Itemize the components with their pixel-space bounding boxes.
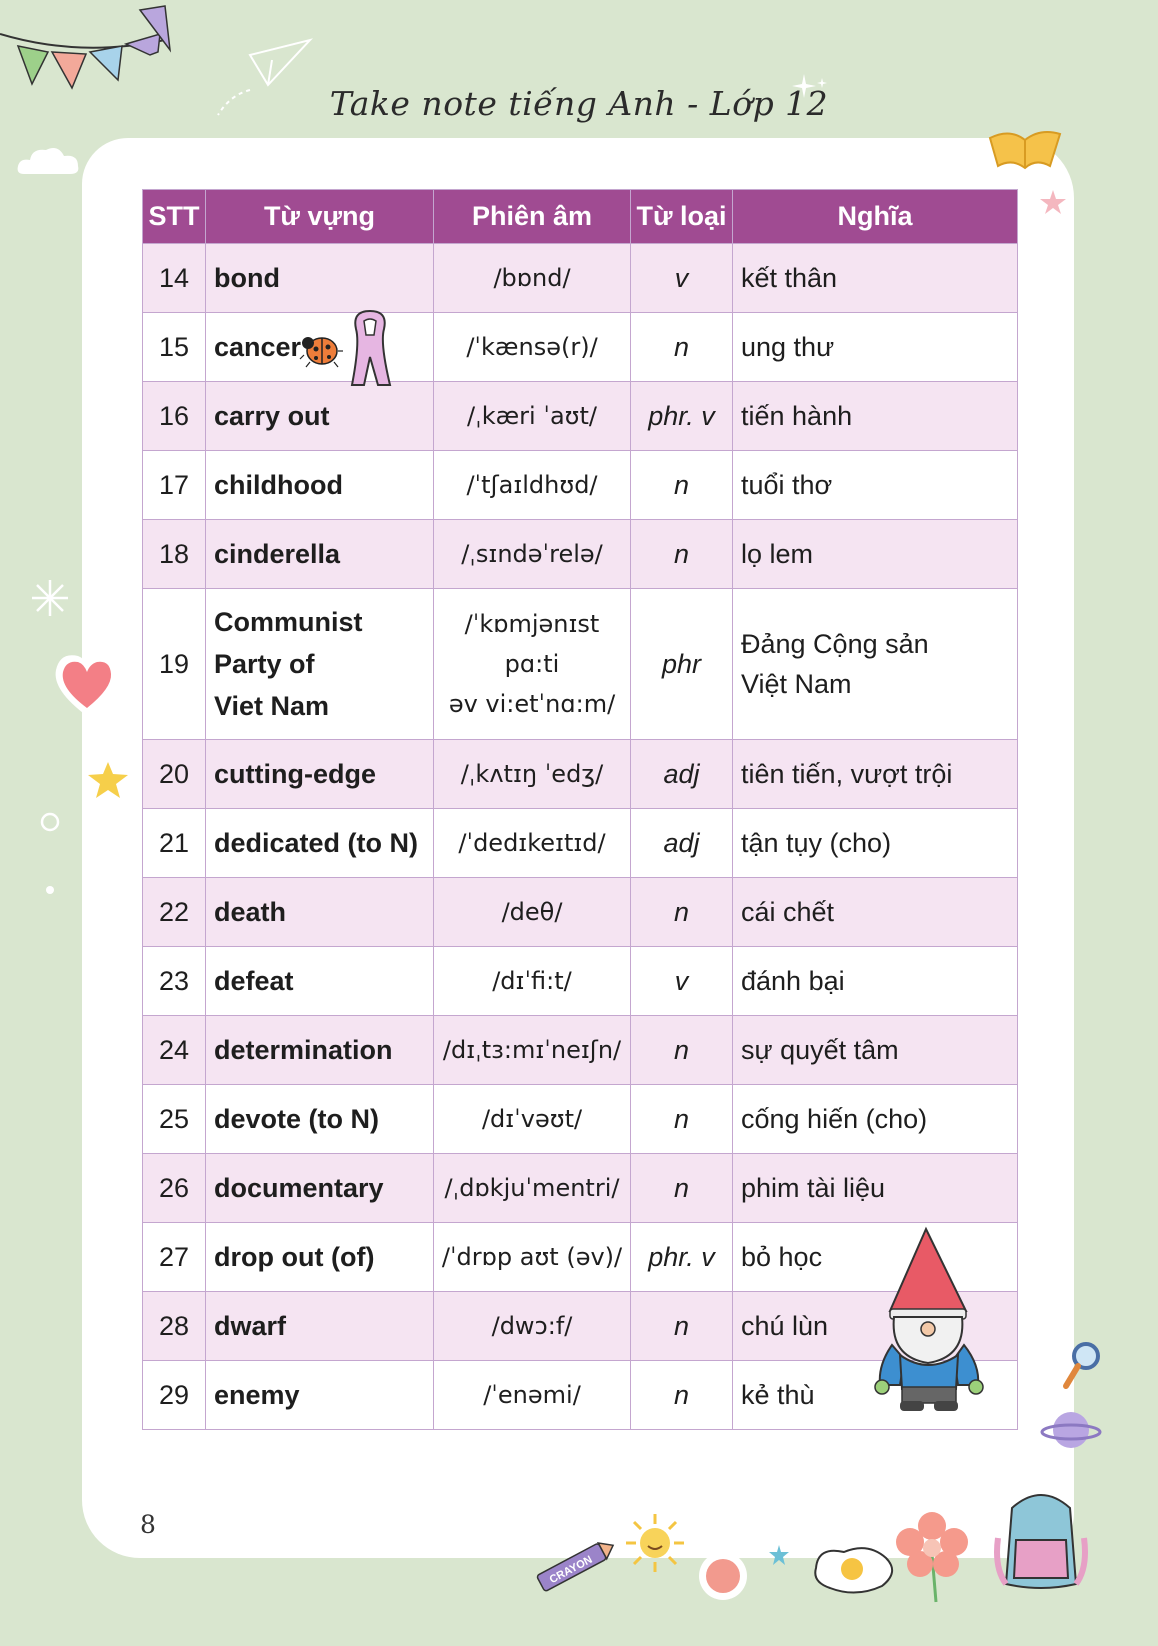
vocab-word: cancer [214,332,302,362]
vocab-word: childhood [206,451,434,520]
phonetic: /ˈdrɒp aʊt (əv)/ [434,1223,631,1292]
vocab-word-line: Party of [214,649,315,679]
phonetic: /ˈtʃaɪldhʊd/ [434,451,631,520]
row-number: 17 [143,451,206,520]
row-number: 22 [143,878,206,947]
meaning: đánh bại [733,947,1018,1016]
phonetic: /bɒnd/ [434,244,631,313]
sparkle-icon [30,578,70,618]
word-type: n [631,1154,733,1223]
meaning: phim tài liệu [733,1154,1018,1223]
table-header-row [143,190,1018,244]
vocab-word-line: Communist [214,607,363,637]
row-number: 26 [143,1154,206,1223]
table-row [143,589,1018,740]
star-icon [768,1544,790,1566]
vocab-word: carry out [206,382,434,451]
word-type: n [631,313,733,382]
word-type: n [631,1085,733,1154]
meaning: ung thư [733,313,1018,382]
phonetic: /dwɔ:f/ [434,1292,631,1361]
word-type: phr. v [631,1223,733,1292]
row-number: 21 [143,809,206,878]
vocab-word: cinderella [206,520,434,589]
crayon-label: CRAYON [547,1553,595,1587]
vocab-word: determination [206,1016,434,1085]
vocab-word: dedicated (to N) [206,809,434,878]
meaning: sự quyết tâm [733,1016,1018,1085]
phonetic: /ˌkæri ˈaʊt/ [434,382,631,451]
gnome-icon [870,1225,990,1415]
word-type: adj [631,809,733,878]
meaning: bỏ học [733,1223,1018,1292]
meaning: chú lùn [733,1292,1018,1361]
row-number: 15 [143,313,206,382]
meaning-cell [733,589,1018,740]
vocab-word: drop out (of) [206,1223,434,1292]
row-number: 24 [143,1016,206,1085]
flower-icon [892,1508,974,1604]
ribbon-icon [342,307,398,389]
word-type: n [631,1361,733,1430]
meaning: kết thân [733,244,1018,313]
vocab-word-cell [206,589,434,740]
table-row [143,1016,1018,1085]
phonetic: /ˌkʌtɪŋ ˈedʒ/ [434,740,631,809]
word-type: n [631,451,733,520]
open-book-icon [980,118,1070,178]
column-header-word: Từ vựng [206,190,434,244]
vocab-word-line: Viet Nam [214,691,330,721]
word-type: phr. v [631,382,733,451]
vocab-word: devote (to N) [206,1085,434,1154]
vocab-word-cell [206,313,434,382]
vocab-word: defeat [206,947,434,1016]
vocab-word: cutting-edge [206,740,434,809]
backpack-icon [992,1488,1090,1594]
vocab-word: death [206,878,434,947]
row-number: 14 [143,244,206,313]
meaning-line: Việt Nam [741,669,852,699]
row-number: 20 [143,740,206,809]
word-type: n [631,520,733,589]
table-row [143,1154,1018,1223]
phonetic: /deθ/ [434,878,631,947]
table-row [143,878,1018,947]
word-type: phr [631,589,733,740]
heart-icon [50,650,124,720]
row-number: 29 [143,1361,206,1430]
row-number: 28 [143,1292,206,1361]
meaning: tiến hành [733,382,1018,451]
row-number: 19 [143,589,206,740]
row-number: 23 [143,947,206,1016]
vocab-word: enemy [206,1361,434,1430]
row-number: 27 [143,1223,206,1292]
word-type: n [631,1292,733,1361]
planet-icon [1040,1405,1102,1455]
phonetic: /dɪˌtɜ:mɪˈneɪʃn/ [434,1016,631,1085]
column-header-no: STT [143,190,206,244]
table-row [143,244,1018,313]
page-title: Take note tiếng Anh - Lớp 12 [329,84,829,123]
meaning: tuổi thơ [733,451,1018,520]
word-type: v [631,244,733,313]
phonetic: /ˌsɪndəˈrelə/ [434,520,631,589]
row-number: 25 [143,1085,206,1154]
table-row [143,809,1018,878]
meaning: cống hiến (cho) [733,1085,1018,1154]
cloud-icon [14,140,84,182]
magnifier-icon [1060,1340,1104,1394]
page-number: 8 [140,1510,156,1539]
crayon-icon [522,1536,622,1596]
fried-egg-icon [808,1542,900,1596]
vocab-word: documentary [206,1154,434,1223]
sun-icon [624,1512,686,1574]
meaning: tận tụy (cho) [733,809,1018,878]
phonetic-line: əv vi:etˈnɑ:m/ [448,690,616,718]
table-row [143,520,1018,589]
meaning: lọ lem [733,520,1018,589]
phonetic: /ˈkænsə(r)/ [434,313,631,382]
phonetic: /dɪˈfi:t/ [434,947,631,1016]
star-icon [1038,188,1068,216]
table-row [143,740,1018,809]
table-row [143,947,1018,1016]
table-row [143,1085,1018,1154]
word-type: n [631,878,733,947]
word-type: v [631,947,733,1016]
word-type: adj [631,740,733,809]
meaning: tiên tiến, vượt trội [733,740,1018,809]
circle-icon [38,810,62,900]
phonetic: /ˈdedɪkeɪtɪd/ [434,809,631,878]
phonetic-line: /ˈkɒmjənɪst pɑ:ti [464,610,600,678]
meaning: cái chết [733,878,1018,947]
vocab-word: bond [206,244,434,313]
phonetic-cell [434,589,631,740]
row-number: 16 [143,382,206,451]
table-row [143,313,1018,382]
star-icon [86,760,130,800]
vocab-word: dwarf [206,1292,434,1361]
meaning-line: Đảng Cộng sản [741,629,929,659]
ladybug-icon [298,329,344,369]
meaning: kẻ thù [733,1361,1018,1430]
flower-icon [695,1548,751,1604]
phonetic: /dɪˈvəʊt/ [434,1085,631,1154]
row-number: 18 [143,520,206,589]
phonetic: /ˌdɒkjuˈmentri/ [434,1154,631,1223]
table-row [143,451,1018,520]
column-header-ipa: Phiên âm [434,190,631,244]
column-header-type: Từ loại [631,190,733,244]
column-header-meaning: Nghĩa [733,190,1018,244]
phonetic: /ˈenəmi/ [434,1361,631,1430]
table-row [143,382,1018,451]
word-type: n [631,1016,733,1085]
